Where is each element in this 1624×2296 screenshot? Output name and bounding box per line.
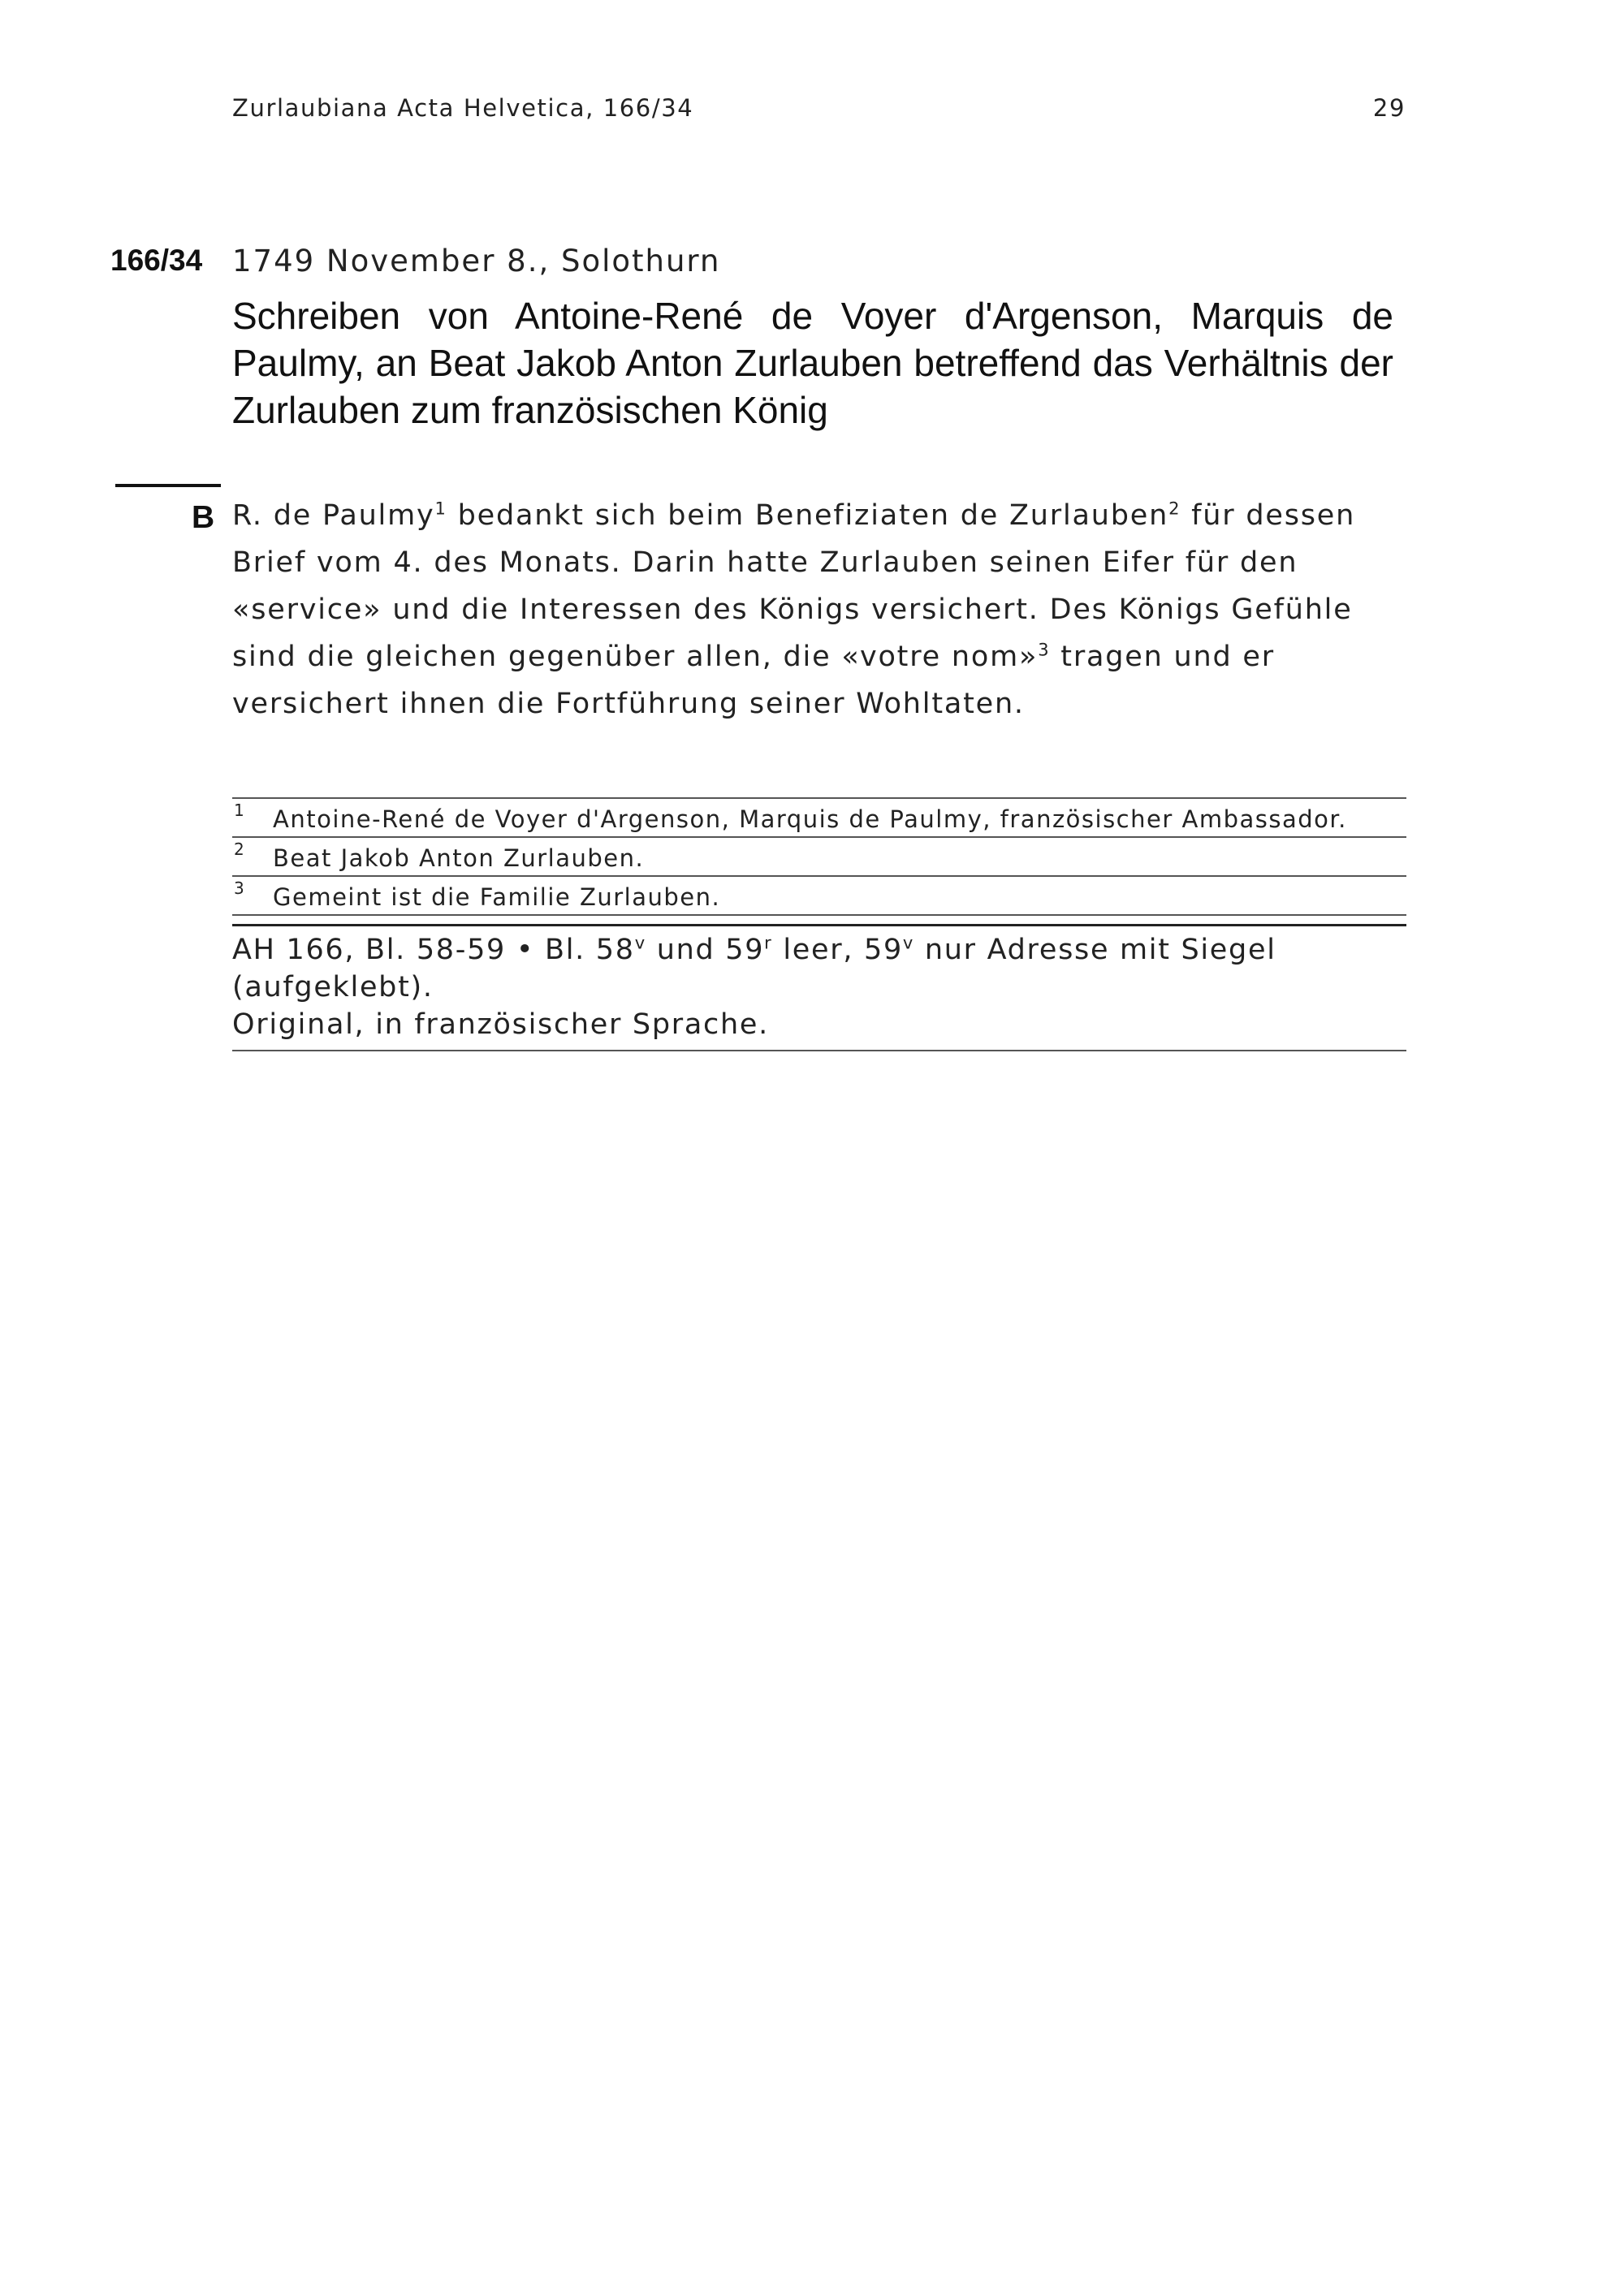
footnote-ref-1[interactable]: 1: [434, 498, 447, 519]
footnote-1: [232, 799, 1406, 838]
page-number: 29: [1372, 94, 1406, 122]
footnote-number: 1: [234, 801, 246, 820]
footnote-number: 3: [234, 878, 246, 898]
provenance-text-2: und 59: [656, 934, 765, 966]
running-title: Zurlaubiana Acta Helvetica, 166/34: [232, 94, 694, 122]
page-header: [232, 94, 1406, 135]
provenance-text-4: nur Adresse mit Siegel (aufgeklebt).: [232, 934, 1276, 1003]
regest-title: Schreiben von Antoine-René de Voyer d'Argenson, Marquis de Paulmy, an Beat Jakob Anton Zurlauben betreffend das Verhältnis der Zurlauben zum französischen König: [232, 295, 1393, 431]
provenance-text-3: leer, 59: [783, 934, 903, 966]
footnote-text: Gemeint ist die Familie Zurlauben.: [273, 883, 721, 911]
footnote-ref-2[interactable]: 2: [1168, 498, 1181, 519]
body-text-3: für dessen Brief vom 4. des Monats. Darin hatte Zurlauben seinen Eifer für den «service» und die Interessen des Königs versichert. Des Königs Gefühle sind die gleichen gegenüber allen, die «votre nom»: [232, 499, 1356, 673]
footnote-3: [232, 877, 1406, 916]
date-place: 1749 November 8., Solothurn: [232, 244, 721, 278]
footnotes: [232, 797, 1406, 916]
body-text-1: R. de Paulmy: [232, 499, 435, 532]
provenance-line-2: Original, in französischer Sprache.: [232, 1008, 769, 1041]
footnote-number: 2: [234, 839, 246, 859]
provenance-sup-1: v: [634, 933, 646, 953]
footnote-text: Antoine-René de Voyer d'Argenson, Marquis de Paulmy, französischer Ambassador.: [273, 805, 1347, 833]
footnote-ref-3[interactable]: 3: [1038, 640, 1051, 660]
body-text-2: bedankt sich beim Benefiziaten de Zurlauben: [457, 499, 1169, 532]
regest-body: [232, 492, 1402, 727]
provenance-sup-3: v: [902, 933, 915, 953]
footnote-2: [232, 838, 1406, 877]
body-text-4: tragen und er versichert ihnen die Fortführung seiner Wohltaten.: [232, 641, 1275, 720]
margin-rule: [115, 484, 221, 487]
provenance-note: [232, 924, 1406, 1051]
section-letter: B: [192, 500, 215, 535]
provenance-text-1: AH 166, Bl. 58-59 • Bl. 58: [232, 934, 635, 966]
document-number: 166/34: [110, 244, 203, 277]
footnote-text: Beat Jakob Anton Zurlauben.: [273, 844, 645, 872]
provenance-line-1: [232, 931, 1406, 1006]
provenance-sup-2: r: [764, 933, 773, 953]
